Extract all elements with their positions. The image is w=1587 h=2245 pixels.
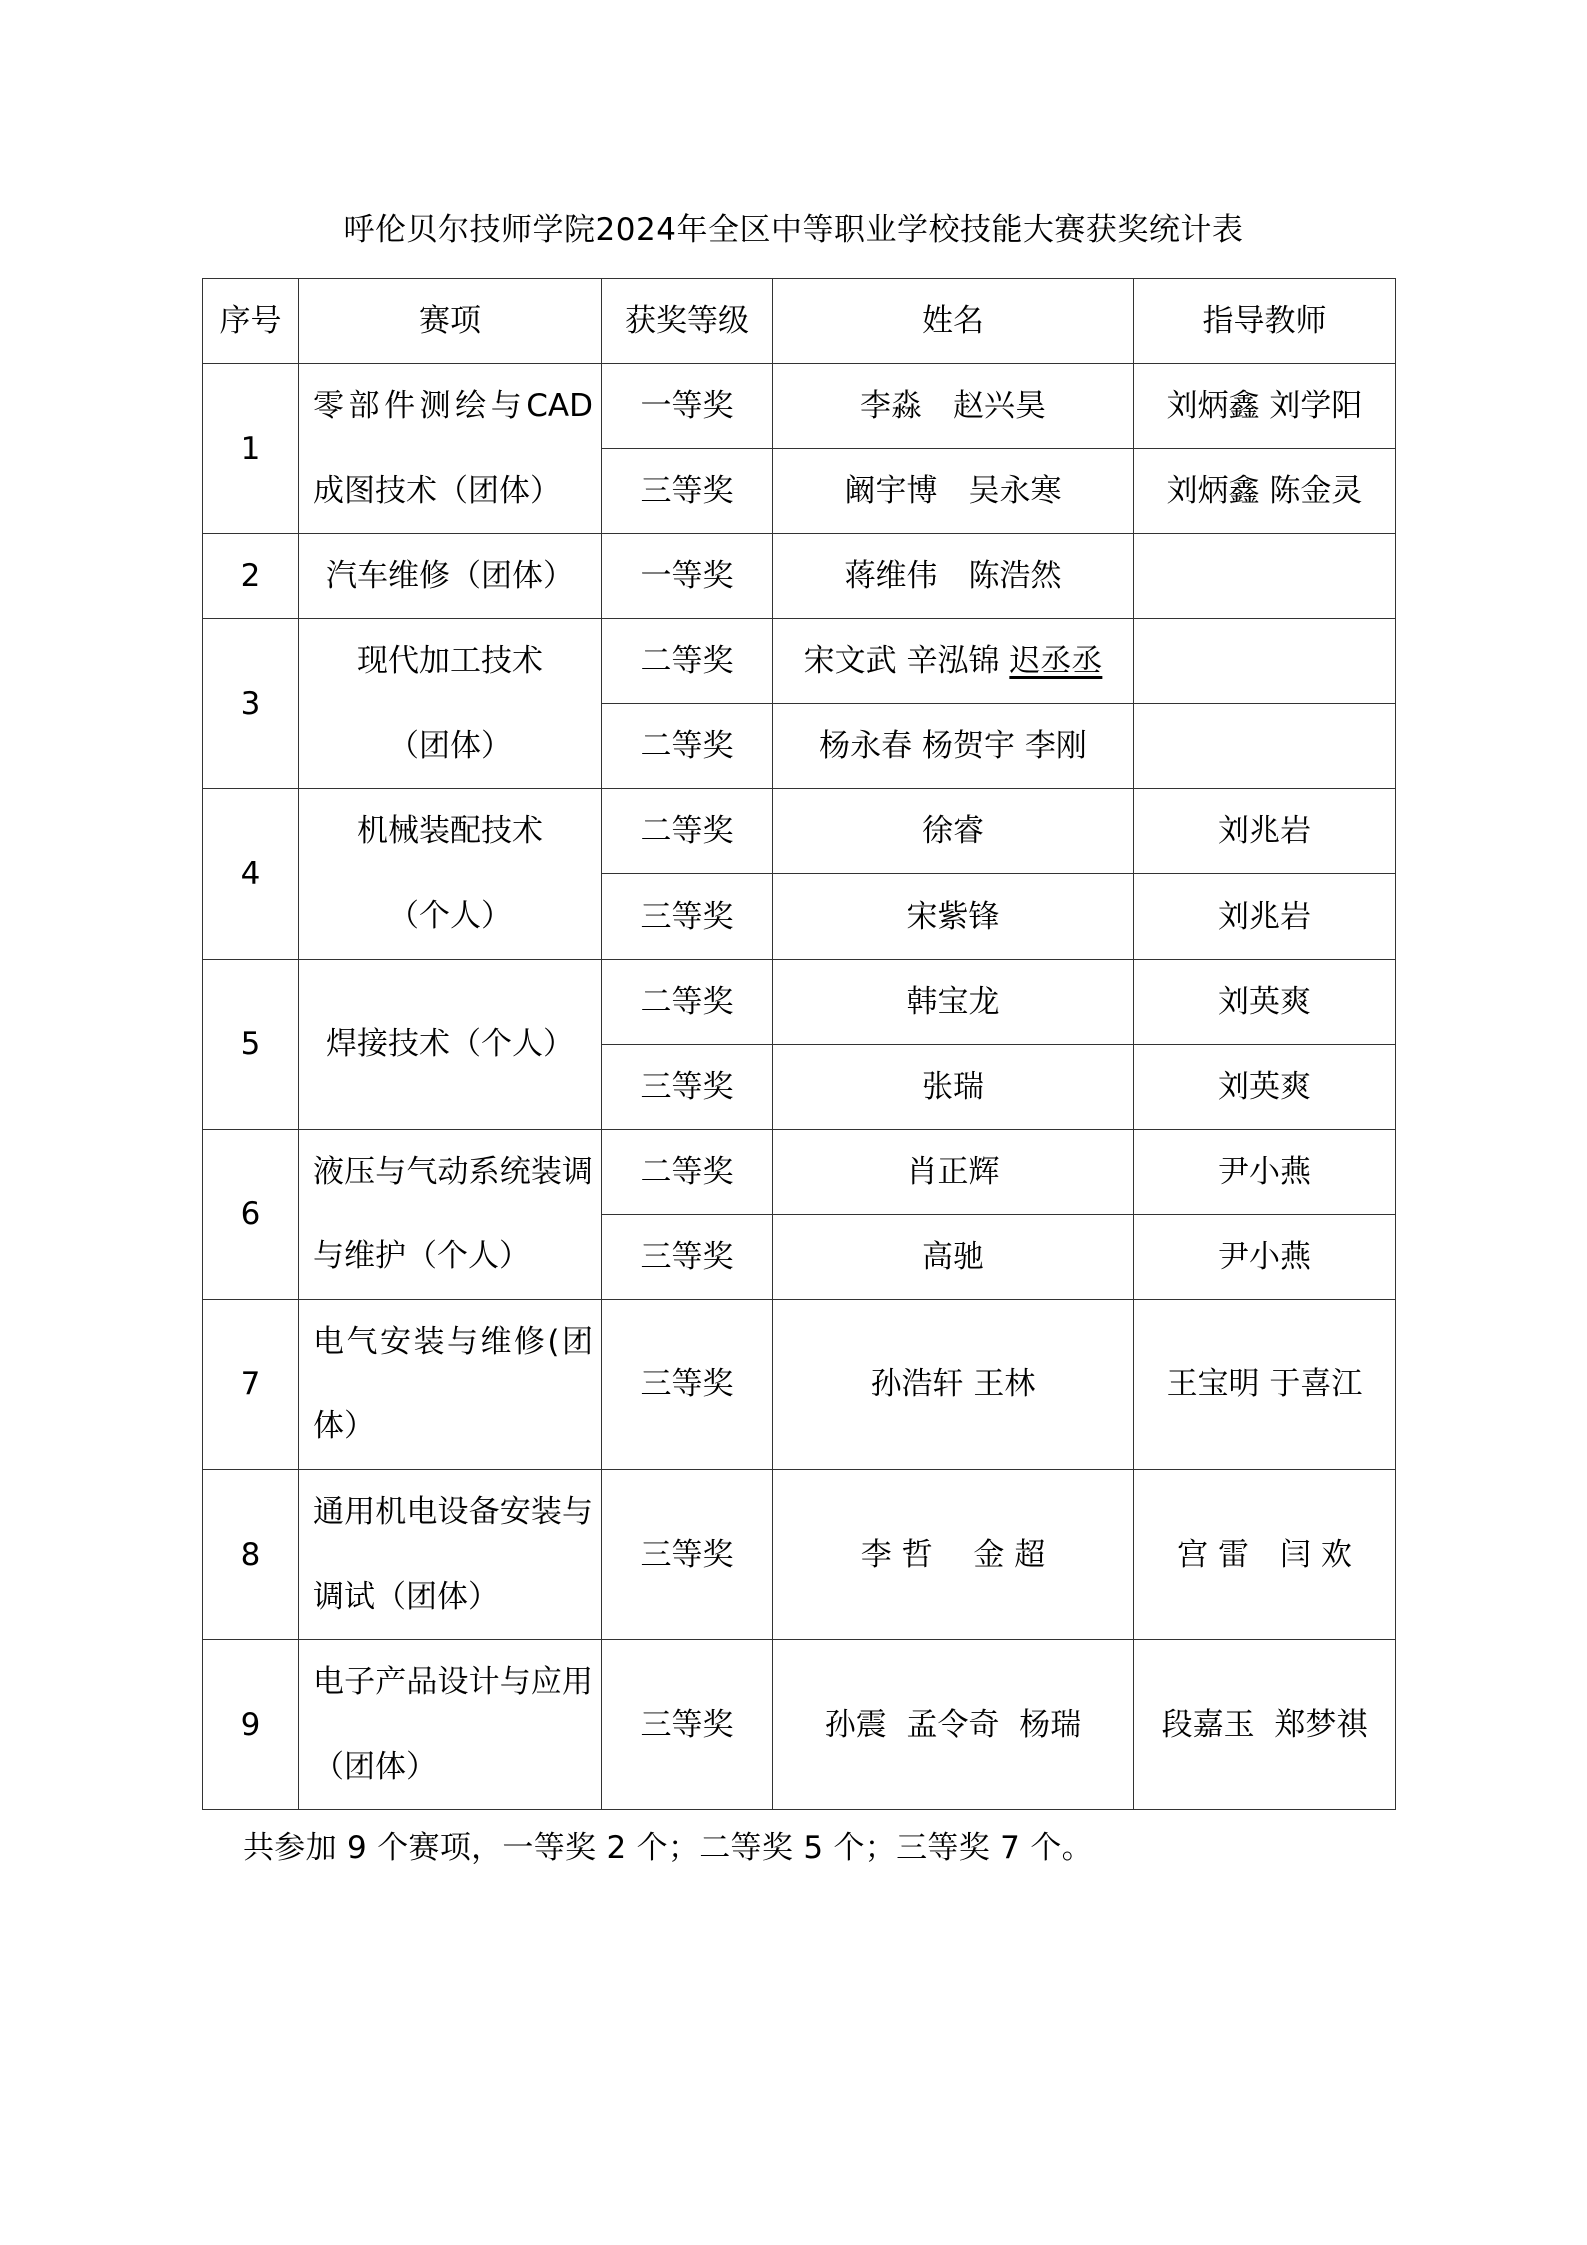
winner-names: 孙震 孟令奇 杨瑞 <box>773 1640 1134 1810</box>
instructor: 王宝明 于喜江 <box>1134 1299 1396 1469</box>
instructor: 刘兆岩 <box>1134 789 1396 874</box>
table-row <box>203 789 1396 874</box>
instructor: 刘英爽 <box>1134 959 1396 1044</box>
winner-names <box>773 619 1134 704</box>
instructor: 尹小燕 <box>1134 1129 1396 1214</box>
instructor <box>1134 704 1396 789</box>
header-name: 姓名 <box>773 279 1134 364</box>
winner-names-underlined: 迟丞丞 <box>1009 643 1103 680</box>
event-name: 现代加工技术（团体） <box>299 619 602 789</box>
table-row <box>203 1469 1396 1639</box>
instructor: 段嘉玉 郑梦祺 <box>1134 1640 1396 1810</box>
winner-names: 张瑞 <box>773 1044 1134 1129</box>
summary-note: 共参加 9 个赛项，一等奖 2 个；二等奖 5 个；三等奖 7 个。 <box>243 1830 1093 1866</box>
row-no: 7 <box>203 1299 299 1469</box>
instructor: 刘炳鑫 刘学阳 <box>1134 364 1396 449</box>
instructor <box>1134 619 1396 704</box>
award-level: 二等奖 <box>602 1129 773 1214</box>
row-no: 5 <box>203 959 299 1129</box>
row-no: 2 <box>203 534 299 619</box>
table-row <box>203 534 1396 619</box>
instructor: 宫 雷 闫 欢 <box>1134 1469 1396 1639</box>
award-level: 二等奖 <box>602 959 773 1044</box>
table-row <box>203 1129 1396 1214</box>
winner-names: 李淼 赵兴昊 <box>773 364 1134 449</box>
table-row <box>203 1299 1396 1469</box>
table-row <box>203 959 1396 1044</box>
award-table <box>202 278 1396 1810</box>
award-level: 三等奖 <box>602 1044 773 1129</box>
instructor <box>1134 534 1396 619</box>
award-level: 二等奖 <box>602 619 773 704</box>
event-name: 零部件测绘与CAD成图技术（团体） <box>299 364 602 534</box>
winner-names: 高驰 <box>773 1214 1134 1299</box>
winner-names: 孙浩轩 王林 <box>773 1299 1134 1469</box>
instructor: 刘英爽 <box>1134 1044 1396 1129</box>
award-level: 三等奖 <box>602 449 773 534</box>
event-name: 通用机电设备安装与调试（团体） <box>299 1469 602 1639</box>
award-level: 三等奖 <box>602 874 773 959</box>
award-level: 二等奖 <box>602 789 773 874</box>
event-name: 电子产品设计与应用（团体） <box>299 1640 602 1810</box>
header-teacher: 指导教师 <box>1134 279 1396 364</box>
table-row <box>203 364 1396 449</box>
table-row <box>203 619 1396 704</box>
row-no: 1 <box>203 364 299 534</box>
winner-names: 徐睿 <box>773 789 1134 874</box>
award-level: 三等奖 <box>602 1299 773 1469</box>
event-name: 汽车维修（团体） <box>299 534 602 619</box>
award-level: 三等奖 <box>602 1214 773 1299</box>
award-level: 一等奖 <box>602 534 773 619</box>
event-name: 焊接技术（个人） <box>299 959 602 1129</box>
event-name: 机械装配技术（个人） <box>299 789 602 959</box>
winner-names: 蒋维伟 陈浩然 <box>773 534 1134 619</box>
row-no: 3 <box>203 619 299 789</box>
page-title: 呼伦贝尔技师学院2024年全区中等职业学校技能大赛获奖统计表 <box>343 212 1244 248</box>
winner-names: 肖正辉 <box>773 1129 1134 1214</box>
row-no: 8 <box>203 1469 299 1639</box>
table-header-row <box>203 279 1396 364</box>
winner-names: 杨永春 杨贺宇 李刚 <box>773 704 1134 789</box>
award-level: 三等奖 <box>602 1469 773 1639</box>
header-level: 获奖等级 <box>602 279 773 364</box>
event-name: 液压与气动系统装调与维护（个人） <box>299 1129 602 1299</box>
winner-names-main: 宋文武 辛泓锦 <box>803 643 1000 680</box>
instructor: 刘炳鑫 陈金灵 <box>1134 449 1396 534</box>
award-level: 一等奖 <box>602 364 773 449</box>
header-event: 赛项 <box>299 279 602 364</box>
row-no: 6 <box>203 1129 299 1299</box>
instructor: 刘兆岩 <box>1134 874 1396 959</box>
row-no: 4 <box>203 789 299 959</box>
row-no: 9 <box>203 1640 299 1810</box>
winner-names: 阚宇博 吴永寒 <box>773 449 1134 534</box>
award-level: 三等奖 <box>602 1640 773 1810</box>
event-name: 电气安装与维修(团体） <box>299 1299 602 1469</box>
winner-names: 宋紫锋 <box>773 874 1134 959</box>
winner-names: 韩宝龙 <box>773 959 1134 1044</box>
header-no: 序号 <box>203 279 299 364</box>
table-row <box>203 1640 1396 1810</box>
instructor: 尹小燕 <box>1134 1214 1396 1299</box>
winner-names: 李 哲 金 超 <box>773 1469 1134 1639</box>
award-level: 二等奖 <box>602 704 773 789</box>
